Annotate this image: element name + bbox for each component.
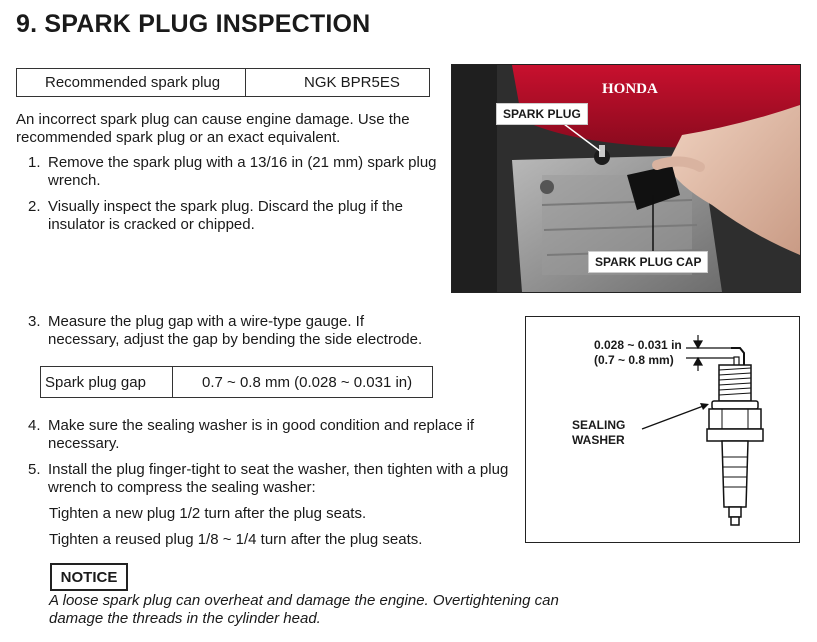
step-text: insulator is cracked or chipped.: [48, 216, 255, 233]
plug-gap-label: Spark plug gap: [45, 373, 146, 391]
plug-gap-table: [40, 366, 433, 398]
step-number: 3.: [28, 313, 41, 330]
step-text: necessary.: [48, 435, 120, 452]
plug-gap-value: 0.7 ~ 0.8 mm (0.028 ~ 0.031 in): [172, 367, 432, 397]
intro-paragraph: [16, 111, 446, 147]
tighten-new-plug: Tighten a new plug 1/2 turn after the plug seats.: [49, 505, 367, 522]
page-title: 9. SPARK PLUG INSPECTION: [16, 10, 371, 38]
spark-plug-cap-label: SPARK PLUG CAP: [588, 251, 708, 273]
step-text: Remove the spark plug with a 13/16 in (21 mm) spark plug: [48, 154, 437, 171]
step-number: 1.: [28, 154, 41, 171]
step-text: Visually inspect the spark plug. Discard the plug if the: [48, 198, 403, 215]
step-number: 5.: [28, 461, 41, 478]
tighten-reused-plug: Tighten a reused plug 1/8 ~ 1/4 turn after the plug seats.: [49, 531, 423, 548]
recommended-plug-value: NGK BPR5ES: [245, 69, 429, 96]
step-1: [28, 154, 448, 192]
gap-millimeters: (0.7 ~ 0.8 mm): [594, 353, 674, 367]
step-text: wrench.: [48, 172, 101, 189]
step-text: Measure the plug gap with a wire-type gauge. If: [48, 313, 365, 330]
spark-plug-diagram: [525, 316, 800, 543]
gap-dimension-label: [594, 338, 682, 368]
notice-text: [49, 592, 609, 628]
honda-brand-logo: HONDA: [602, 81, 658, 97]
recommended-plug-table: [16, 68, 430, 97]
sealing-washer-label-line-2: WASHER: [572, 433, 625, 447]
step-text: Make sure the sealing washer is in good condition and replace if: [48, 417, 475, 434]
step-5: [28, 461, 523, 499]
intro-line-1: An incorrect spark plug can cause engine damage. Use the: [16, 111, 410, 128]
notice-label: NOTICE: [50, 563, 128, 591]
step-text: necessary, adjust the gap by bending the side electrode.: [48, 331, 423, 348]
spark-plug-label: SPARK PLUG: [496, 103, 588, 125]
step-4: [28, 417, 508, 455]
spark-plug-photo: [451, 64, 801, 293]
gap-inches: 0.028 ~ 0.031 in: [594, 338, 682, 352]
notice-line-2: damage the threads in the cylinder head.: [49, 610, 321, 627]
step-text: wrench to compress the sealing washer:: [48, 479, 316, 496]
step-number: 2.: [28, 198, 41, 215]
notice-line-1: A loose spark plug can overheat and damage the engine. Overtightening can: [49, 592, 559, 609]
sealing-washer-label-line-1: SEALING: [572, 418, 626, 432]
step-3: [28, 313, 468, 351]
sealing-washer-label: [572, 418, 625, 448]
intro-line-2: recommended spark plug or an exact equivalent.: [16, 129, 341, 146]
step-number: 4.: [28, 417, 41, 434]
recommended-plug-label: Recommended spark plug: [45, 74, 221, 91]
step-2: [28, 198, 448, 236]
step-text: Install the plug finger-tight to seat the washer, then tighten with a plug: [48, 461, 509, 478]
